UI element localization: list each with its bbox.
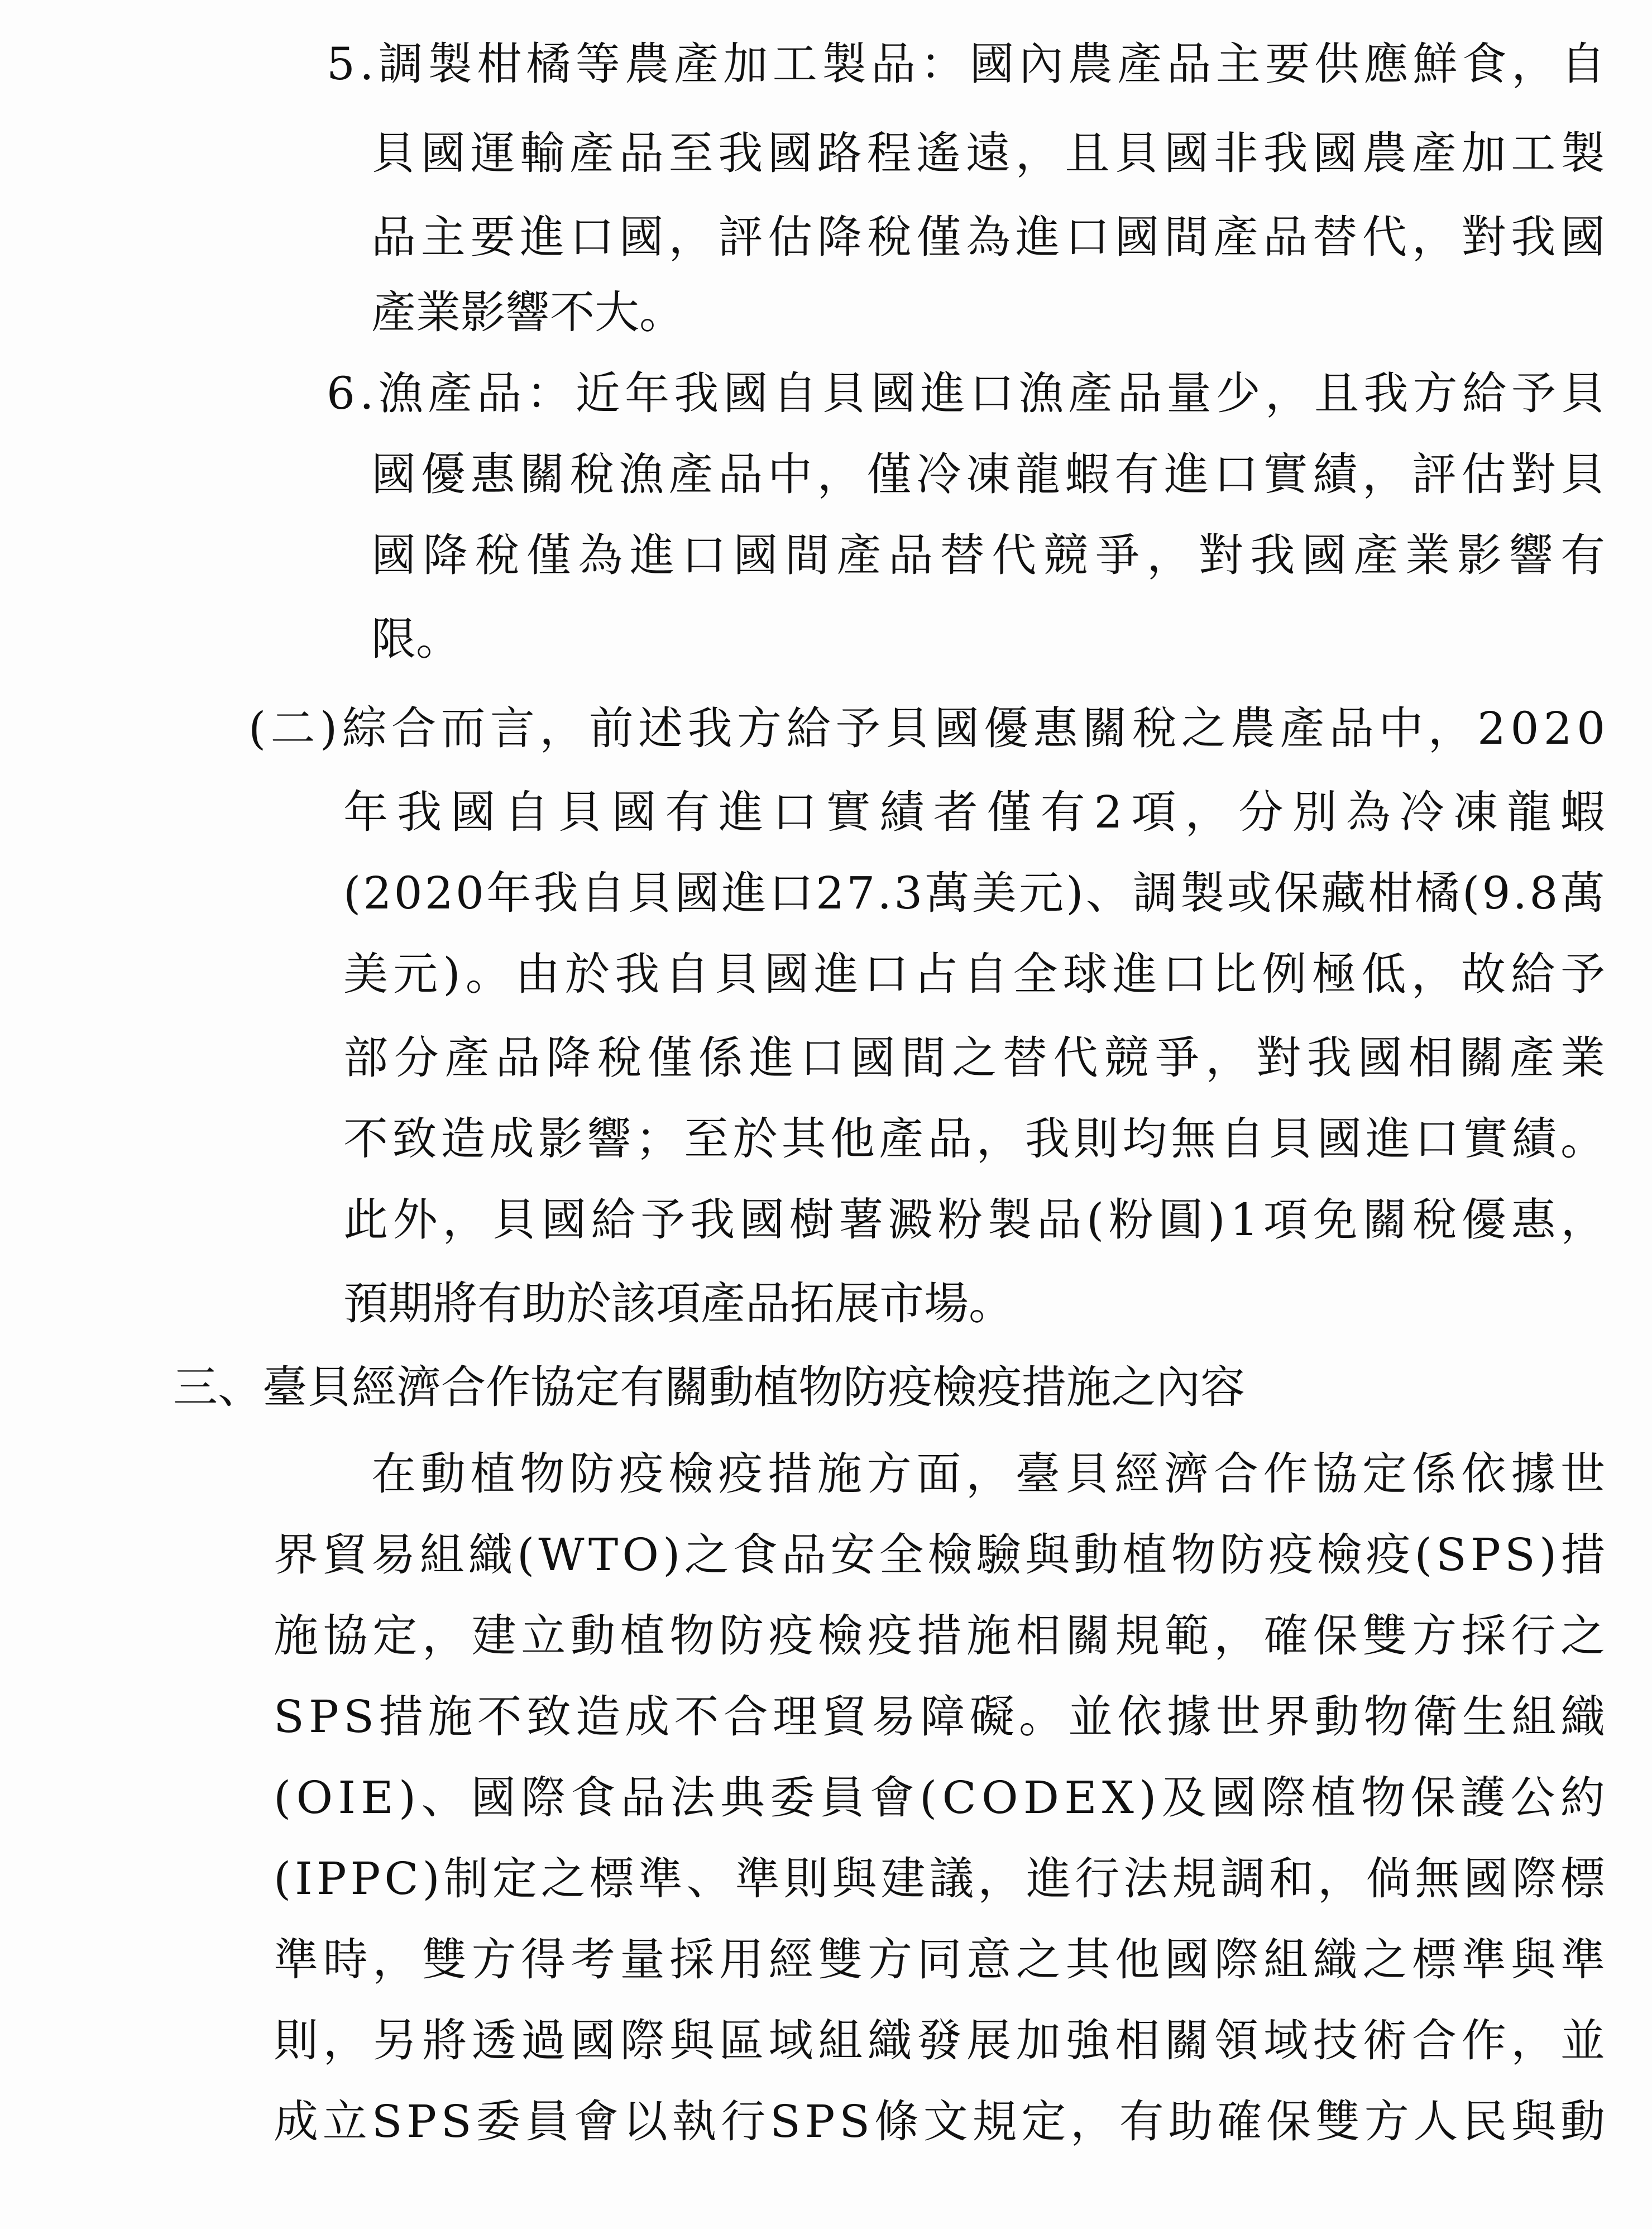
section2-line-3: (2020年我自貝國進口27.3萬美元)、調製或保藏柑橘(9.8萬 [343, 867, 1607, 919]
item6-line-1: 6.漁產品：近年我國自貝國進口漁產品量少，且我方給予貝 [327, 367, 1610, 419]
section3-line-1: 在動植物防疫檢疫措施方面，臺貝經濟合作協定係依據世 [371, 1448, 1610, 1500]
section3-line-3: 施協定，建立動植物防疫檢疫措施相關規範，確保雙方採行之 [274, 1610, 1610, 1662]
item6-line-4: 限。 [371, 613, 461, 665]
section2-line-8: 預期將有助於該項產品拓展市場。 [343, 1278, 1013, 1329]
section2-line-7: 此外，貝國給予我國樹薯澱粉製品(粉圓)1項免關稅優惠， [343, 1194, 1611, 1246]
section3-line-6: (IPPC)制定之標準、準則與建議，進行法規調和，倘無國際標 [274, 1853, 1609, 1905]
item6-line-2: 國優惠關稅漁產品中，僅冷凍龍蝦有進口實績，評估對貝 [371, 448, 1610, 500]
section3-line-4: SPS措施不致造成不合理貿易障礙。並依據世界動物衛生組織 [274, 1691, 1610, 1743]
section3-line-7: 準時，雙方得考量採用經雙方同意之其他國際組織之標準與準 [274, 1934, 1610, 1986]
section3-line-2: 界貿易組織(WTO)之食品安全檢驗與動植物防疫檢疫(SPS)措 [274, 1529, 1610, 1581]
item5-line-2: 貝國運輸產品至我國路程遙遠，且貝國非我國農產加工製 [371, 127, 1610, 179]
section3-line-8: 則，另將透過國際與區域組織發展加強相關領域技術合作，並 [274, 2015, 1610, 2067]
section2-line-1: (二)綜合而言，前述我方給予貝國優惠關稅之農產品中，2020 [248, 702, 1610, 754]
section2-line-2: 年我國自貝國有進口實績者僅有2項，分別為冷凍龍蝦 [343, 786, 1614, 838]
section2-line-5: 部分產品降稅僅係進口國間之替代競爭，對我國相關產業 [343, 1032, 1611, 1084]
section3-heading: 三、臺貝經濟合作協定有關動植物防疫檢疫措施之內容 [173, 1361, 1245, 1413]
section2-line-6: 不致造成影響；至於其他產品，我則均無自貝國進口實績。 [343, 1113, 1610, 1165]
section3-line-9: 成立SPS委員會以執行SPS條文規定，有助確保雙方人民與動 [274, 2096, 1610, 2147]
item5-line-3: 品主要進口國，評估降稅僅為進口國間產品替代，對我國 [371, 211, 1610, 263]
section3-line-5: (OIE)、國際食品法典委員會(CODEX)及國際植物保護公約 [274, 1772, 1610, 1824]
item5-line-4: 產業影響不大。 [371, 286, 684, 338]
item6-line-3: 國降稅僅為進口國間產品替代競爭，對我國產業影響有 [371, 529, 1612, 581]
item5-line-1: 5.調製柑橘等農產加工製品：國內農產品主要供應鮮食，自 [327, 38, 1610, 90]
section2-line-4: 美元)。由於我自貝國進口占自全球進口比例極低，故給予 [343, 948, 1611, 1000]
